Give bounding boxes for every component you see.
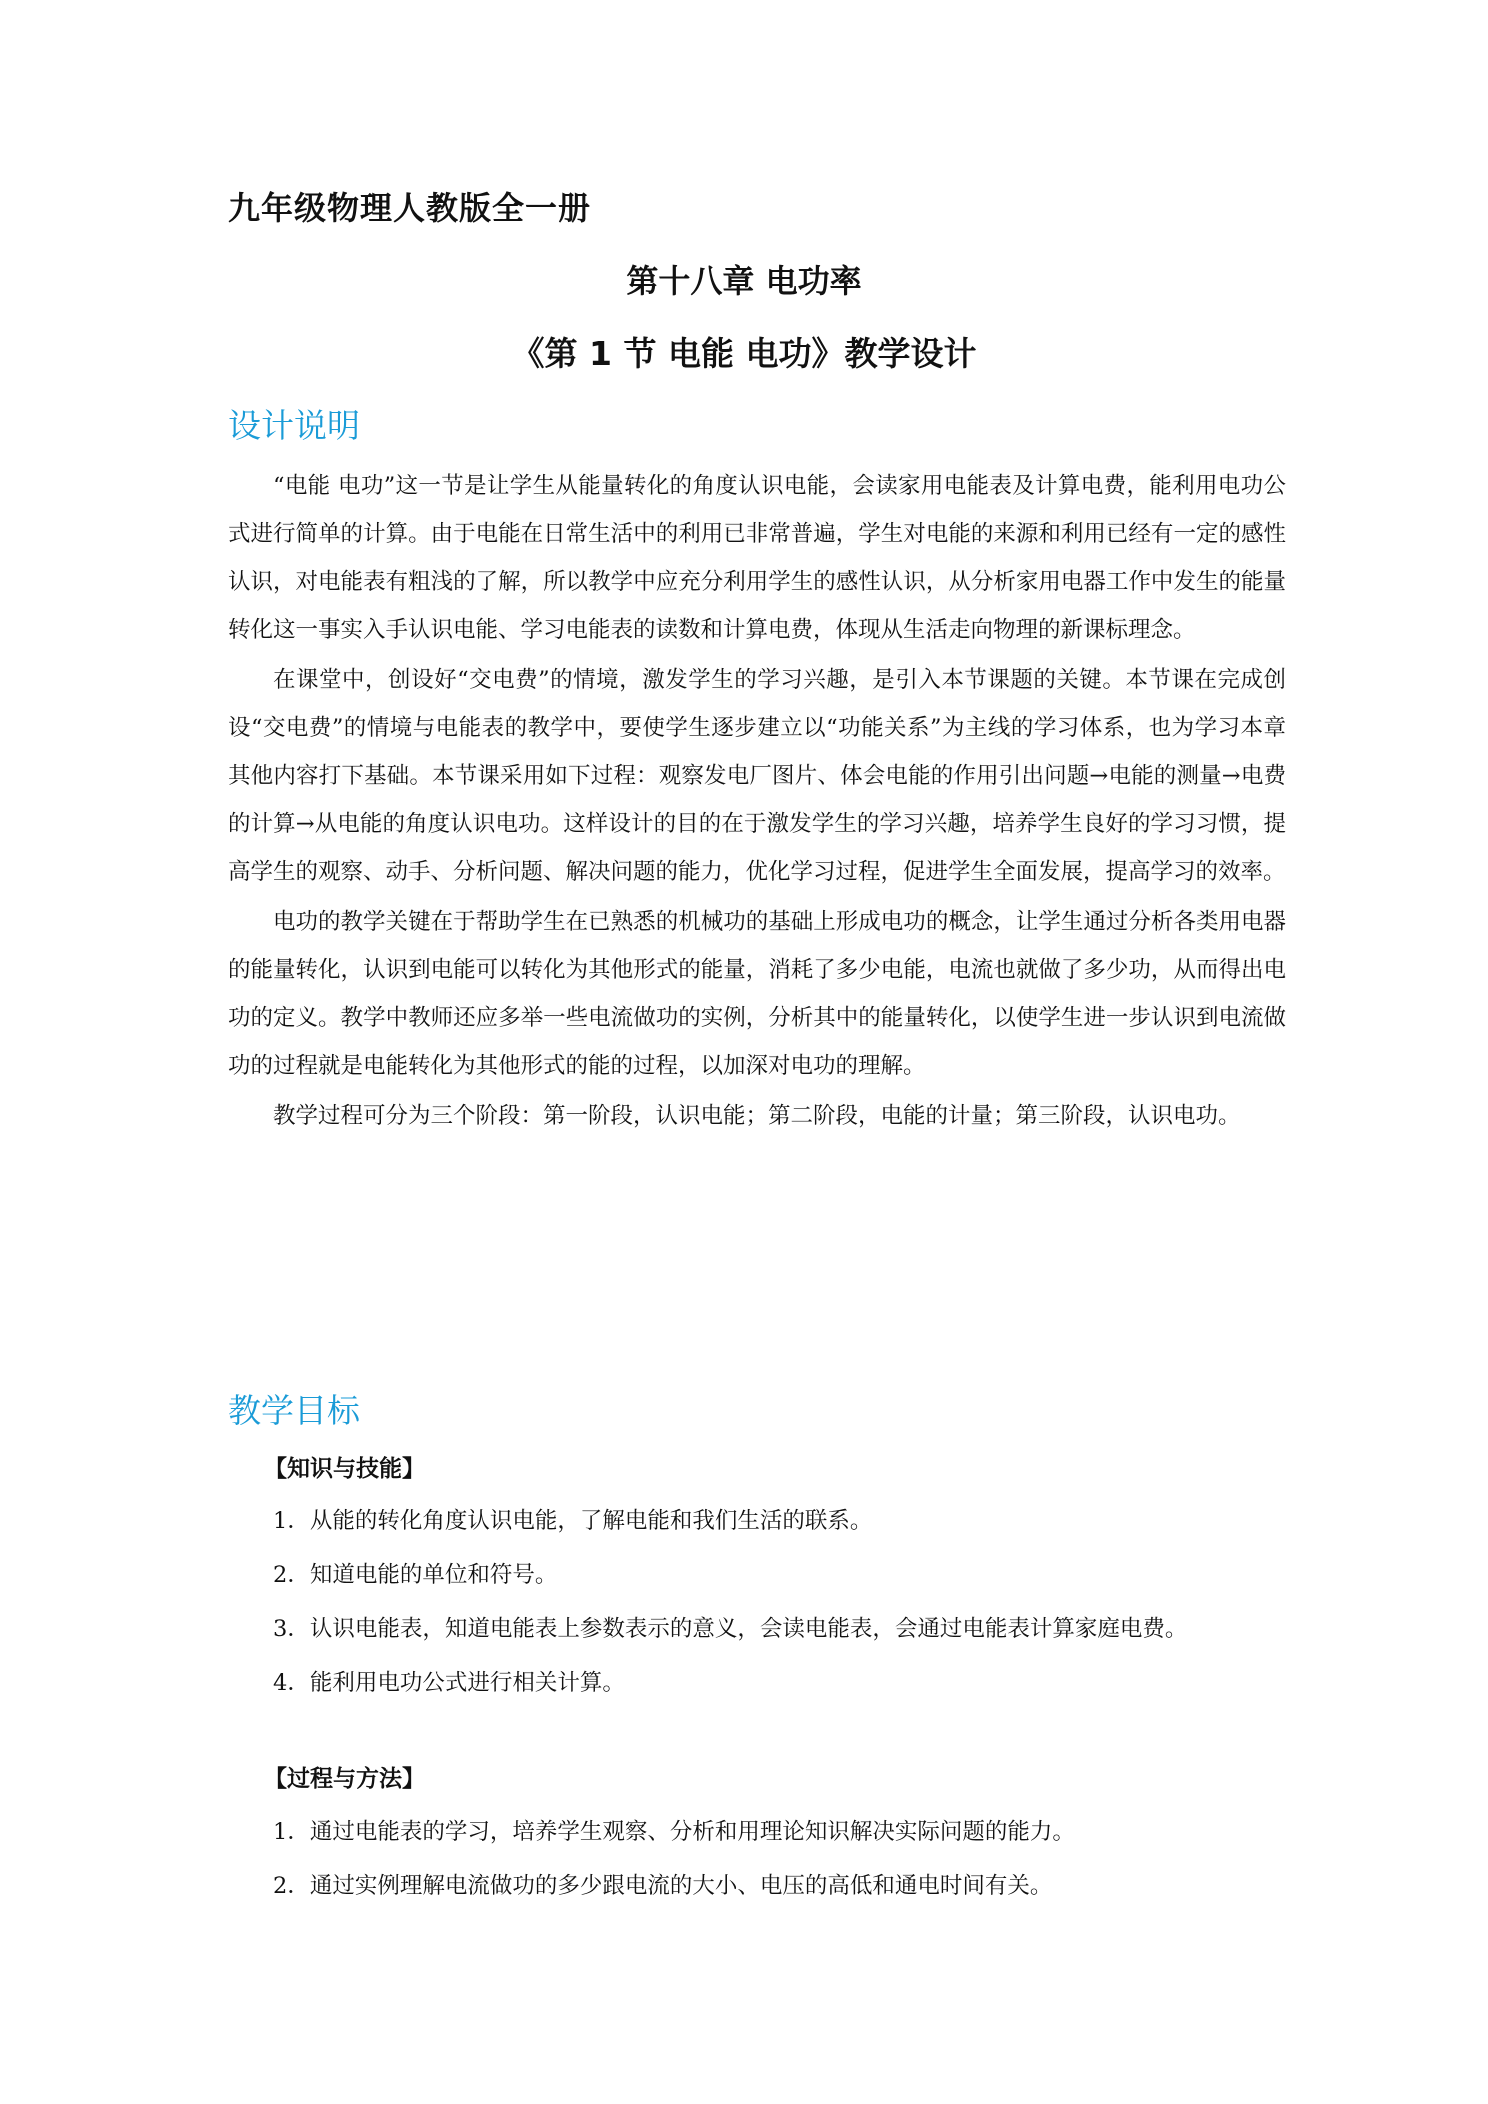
list-item: 1．通过电能表的学习，培养学生观察、分析和用理论知识解决实际问题的能力。: [273, 1819, 1075, 1845]
design-notes-paragraph: “电能 电功”这一节是让学生从能量转化的角度认识电能，会读家用电能表及计算电费，能利用电功公式进行简单的计算。由于电能在日常生活中的利用已非常普遍，学生对电能的来源和利用已经有一定的感性认识，对电能表有粗浅的了解，所以教学中应充分利用学生的感性认识，从分析家用电器工作中发生的能量转化这一事实入手认识电能、学习电能表的读数和计算电费，体现从生活走向物理的新课标理念。: [228, 473, 1286, 643]
list-item: 1．从能的转化角度认识电能，了解电能和我们生活的联系。: [273, 1508, 873, 1534]
lesson-title: 《第 1 节 电能 电功》教学设计: [511, 334, 977, 373]
design-notes-paragraph: 在课堂中，创设好“交电费”的情境，激发学生的学习兴趣，是引入本节课题的关键。本节课在完成创设“交电费”的情境与电能表的教学中，要使学生逐步建立以“功能关系”为主线的学习体系，也为学习本章其他内容打下基础。本节课采用如下过程：观察发电厂图片、体会电能的作用引出问题→电能的测量→电费的计算→从电能的角度认识电功。这样设计的目的在于激发学生的学习兴趣，培养学生良好的学习习惯，提高学生的观察、动手、分析问题、解决问题的能力，优化学习过程，促进学生全面发展，提高学习的效率。: [228, 667, 1286, 885]
design-notes-body: [228, 462, 1286, 1142]
knowledge-skills-list: [228, 1497, 1286, 1713]
list-item: 4．能利用电功公式进行相关计算。: [273, 1670, 625, 1696]
list-item: 2．通过实例理解电流做功的多少跟电流的大小、电压的高低和通电时间有关。: [273, 1873, 1053, 1899]
design-notes-paragraph: 教学过程可分为三个阶段：第一阶段，认识电能；第二阶段，电能的计量；第三阶段，认识电功。: [273, 1103, 1241, 1129]
chapter-title: 第十八章 电功率: [626, 262, 862, 300]
list-item: 3．认识电能表，知道电能表上参数表示的意义，会读电能表，会通过电能表计算家庭电费。: [273, 1616, 1188, 1642]
list-item: 2．知道电能的单位和符号。: [273, 1562, 558, 1588]
process-methods-list: [228, 1808, 1286, 1916]
book-title: 九年级物理人教版全一册: [228, 189, 592, 227]
section-heading-design-notes: 设计说明: [228, 406, 360, 445]
process-methods-label: 【过程与方法】: [264, 1766, 425, 1792]
knowledge-skills-label: 【知识与技能】: [264, 1456, 425, 1482]
design-notes-paragraph: 电功的教学关键在于帮助学生在已熟悉的机械功的基础上形成电功的概念，让学生通过分析各类用电器的能量转化，认识到电能可以转化为其他形式的能量，消耗了多少电能，电流也就做了多少功，从而得出电功的定义。教学中教师还应多举一些电流做功的实例，分析其中的能量转化，以使学生进一步认识到电流做功的过程就是电能转化为其他形式的能的过程，以加深对电功的理解。: [228, 909, 1286, 1079]
section-heading-objectives: 教学目标: [228, 1391, 360, 1430]
